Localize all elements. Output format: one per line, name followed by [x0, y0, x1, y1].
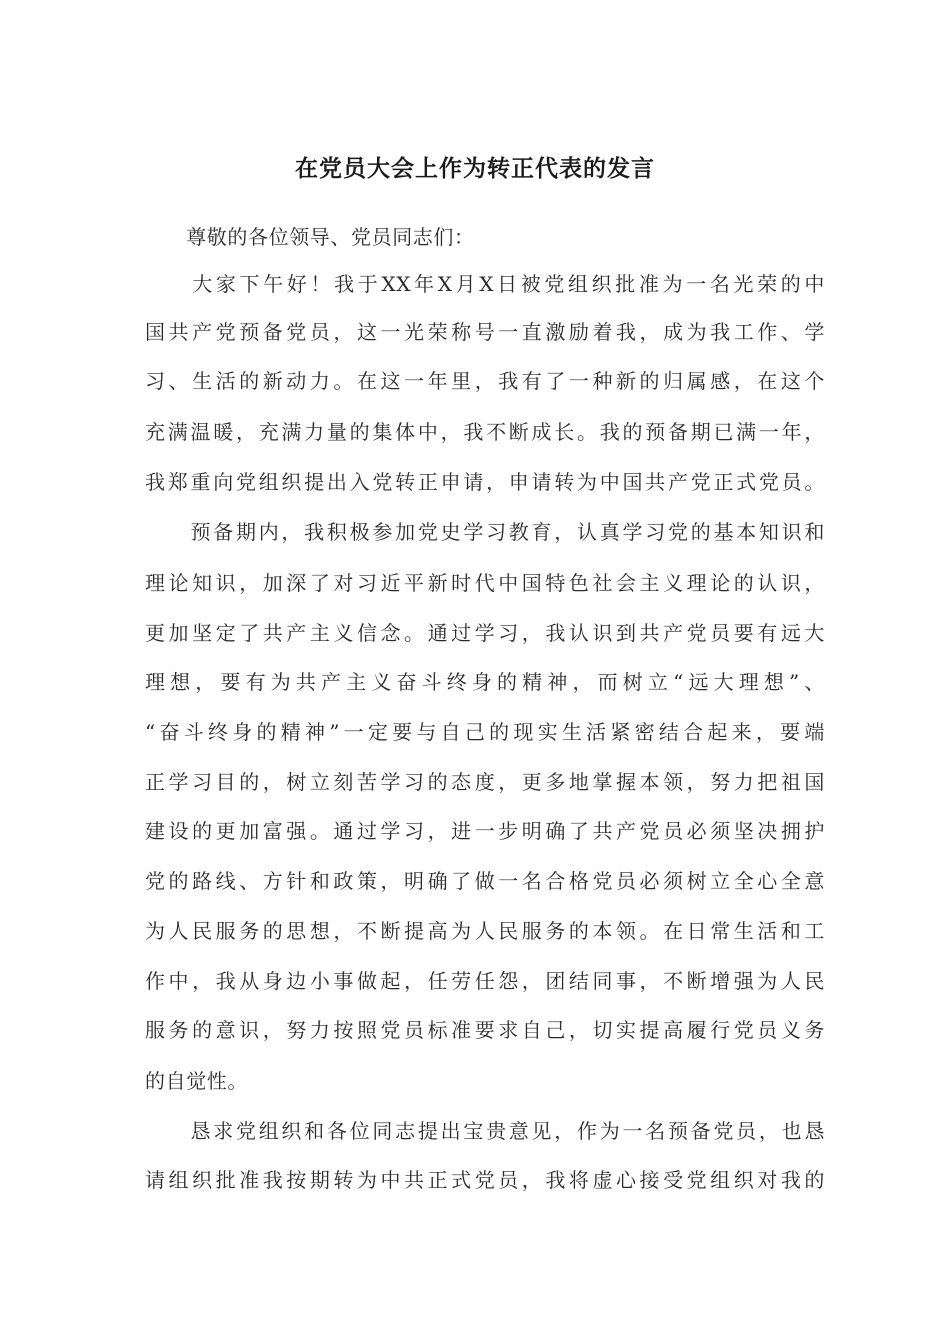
text-line: 国共产党预备党员，这一光荣称号一直激励着我，成为我工作、学	[145, 320, 825, 344]
text-line: 我郑重向党组织提出入党转正申请，申请转为中国共产党正式党员。	[145, 470, 825, 494]
text-line: 作中，我从身边小事做起，任劳任怨，团结同事，不断增强为人民	[145, 969, 825, 993]
text-line: 预备期内，我积极参加党史学习教育，认真学习党的基本知识和	[145, 520, 825, 544]
text-line: 服务的意识，努力按照党员标准要求自己，切实提高履行党员义务	[145, 1018, 825, 1042]
text-line: 习、生活的新动力。在这一年里，我有了一种新的归属感，在这个	[145, 369, 825, 393]
text-line: 为人民服务的思想，不断提高为人民服务的本领。在日常生活和工	[145, 919, 825, 943]
text-line: 更加坚定了共产主义信念。通过学习，我认识到共产党员要有远大	[145, 621, 825, 645]
text-line: 请组织批准我按期转为中共正式党员，我将虚心接受党组织对我的	[145, 1168, 825, 1192]
text-line-salutation: 尊敬的各位领导、党员同志们：	[145, 225, 475, 249]
text-line: 建设的更加富强。通过学习，进一步明确了共产党员必须坚决拥护	[145, 819, 825, 843]
text-line: 恳求党组织和各位同志提出宝贵意见，作为一名预备党员，也恳	[145, 1119, 825, 1143]
text-line: 大家下午好！我于XX年X月X日被党组织批准为一名光荣的中	[145, 272, 825, 296]
text-line: 充满温暖，充满力量的集体中，我不断成长。我的预备期已满一年，	[145, 420, 825, 444]
text-line: 正学习目的，树立刻苦学习的态度，更多地掌握本领，努力把祖国	[145, 770, 825, 794]
text-line: “奋斗终身的精神”一定要与自己的现实生活紧密结合起来，要端	[145, 720, 825, 744]
document-title: 在党员大会上作为转正代表的发言	[295, 155, 655, 182]
text-line: 党的路线、方针和政策，明确了做一名合格党员必须树立全心全意	[145, 869, 825, 893]
text-line: 理想，要有为共产主义奋斗终身的精神，而树立“远大理想”、	[145, 670, 825, 694]
text-line: 理论知识，加深了对习近平新时代中国特色社会主义理论的认识，	[145, 571, 825, 595]
text-line: 的自觉性。	[145, 1069, 248, 1093]
